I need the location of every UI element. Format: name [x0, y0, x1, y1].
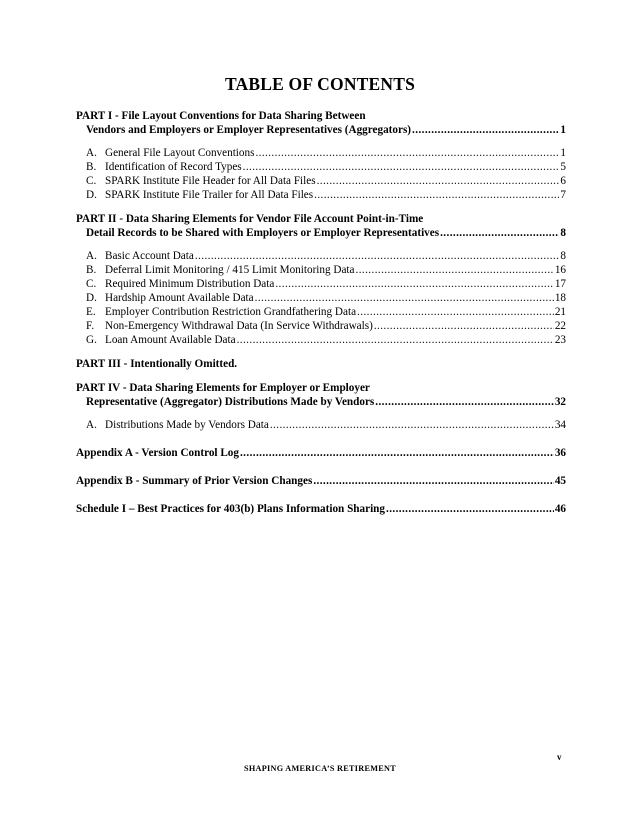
page-ref: 5 [560, 161, 566, 173]
item-letter: D. [86, 292, 97, 304]
page-ref: 45 [554, 475, 566, 487]
item-text: Identification of Record Types [105, 161, 242, 173]
toc-item-part2-b[interactable] [76, 263, 566, 277]
item-text: General File Layout Conventions [105, 147, 255, 159]
page-ref: 8 [560, 227, 566, 239]
part-2-entry[interactable] [76, 226, 566, 240]
appendix-a-title: Appendix A - Version Control Log [76, 447, 239, 459]
item-letter: A. [86, 250, 97, 262]
item-letter: C. [86, 175, 97, 187]
item-letter: A. [86, 147, 97, 159]
item-text: Employer Contribution Restriction Grandfathering Data [105, 306, 357, 318]
toc-item-part2-g[interactable] [76, 333, 566, 347]
item-letter: A. [86, 419, 97, 431]
dot-leader [313, 474, 554, 488]
toc-item-part2-a[interactable] [76, 249, 566, 263]
item-text: Loan Amount Available Data [105, 334, 236, 346]
dot-leader [356, 263, 554, 277]
toc-item-part1-a[interactable] [76, 146, 566, 160]
item-letter: B. [86, 161, 97, 173]
table-of-contents [76, 109, 566, 516]
page-ref: 21 [554, 306, 566, 318]
page-ref: 22 [554, 320, 566, 332]
dot-leader [375, 395, 554, 409]
schedule-i-title: Schedule I – Best Practices for 403(b) Plans Information Sharing [76, 503, 385, 515]
toc-item-part2-f[interactable] [76, 319, 566, 333]
dot-leader [243, 160, 560, 174]
part-4-title: Representative (Aggregator) Distributions Made by Vendors [86, 396, 375, 408]
part-2-heading: PART II - Data Sharing Elements for Vendor File Account Point-in-Time [76, 213, 424, 225]
toc-item-part2-d[interactable] [76, 291, 566, 305]
item-letter: E. [86, 306, 96, 318]
dot-leader [374, 319, 554, 333]
toc-item-part2-e[interactable] [76, 305, 566, 319]
dot-leader [237, 333, 554, 347]
item-text: Basic Account Data [105, 250, 194, 262]
part-1-entry[interactable] [76, 123, 566, 137]
item-letter: C. [86, 278, 97, 290]
part-4-heading: PART IV - Data Sharing Elements for Employer or Employer [76, 382, 370, 394]
page-ref: 18 [554, 292, 566, 304]
dot-leader [275, 277, 553, 291]
item-text: Deferral Limit Monitoring / 415 Limit Monitoring Data [105, 264, 355, 276]
toc-item-part4-a[interactable] [76, 418, 566, 432]
dot-leader [357, 305, 554, 319]
dot-leader [314, 188, 559, 202]
appendix-a-entry[interactable] [76, 446, 566, 460]
toc-item-part1-c[interactable] [76, 174, 566, 188]
dot-leader [440, 226, 559, 240]
item-letter: B. [86, 264, 97, 276]
page-ref: 23 [554, 334, 566, 346]
toc-item-part2-c[interactable] [76, 277, 566, 291]
page-ref: 32 [554, 396, 566, 408]
page-ref: 6 [560, 175, 566, 187]
page-ref: 34 [554, 419, 566, 431]
part-3-heading: PART III - Intentionally Omitted. [76, 358, 238, 370]
toc-item-part1-d[interactable] [76, 188, 566, 202]
item-text: Required Minimum Distribution Data [105, 278, 275, 290]
item-letter: D. [86, 189, 97, 201]
page-ref: 17 [554, 278, 566, 290]
page-ref: 1 [560, 124, 566, 136]
page-ref: 16 [554, 264, 566, 276]
page-ref: 7 [560, 189, 566, 201]
item-text: Distributions Made by Vendors Data [105, 419, 269, 431]
part-1-title: Vendors and Employers or Employer Representatives (Aggregators) [86, 124, 412, 136]
page-number: v [557, 752, 562, 762]
page-ref: 1 [560, 147, 566, 159]
schedule-i-entry[interactable] [76, 502, 566, 516]
page-ref: 8 [560, 250, 566, 262]
appendix-b-title: Appendix B - Summary of Prior Version Changes [76, 475, 313, 487]
dot-leader [386, 502, 554, 516]
page-ref: 46 [554, 503, 566, 515]
dot-leader [255, 146, 559, 160]
dot-leader [255, 291, 554, 305]
item-text: SPARK Institute File Trailer for All Data Files [105, 189, 314, 201]
toc-item-part1-b[interactable] [76, 160, 566, 174]
dot-leader [270, 418, 554, 432]
item-letter: F. [86, 320, 95, 332]
item-text: SPARK Institute File Header for All Data Files [105, 175, 316, 187]
dot-leader [195, 249, 560, 263]
appendix-b-entry[interactable] [76, 474, 566, 488]
part-1-heading: PART I - File Layout Conventions for Data Sharing Between [76, 110, 366, 122]
item-letter: G. [86, 334, 97, 346]
item-text: Non-Emergency Withdrawal Data (In Service Withdrawals) [105, 320, 373, 332]
dot-leader [240, 446, 554, 460]
page-ref: 36 [554, 447, 566, 459]
part-2-title: Detail Records to be Shared with Employers or Employer Representatives [86, 227, 440, 239]
part-4-entry[interactable] [76, 395, 566, 409]
page-footer: SHAPING AMERICA’S RETIREMENT [244, 764, 396, 773]
dot-leader [412, 123, 559, 137]
dot-leader [317, 174, 560, 188]
page-title: TABLE OF CONTENTS [224, 74, 416, 94]
item-text: Hardship Amount Available Data [105, 292, 254, 304]
